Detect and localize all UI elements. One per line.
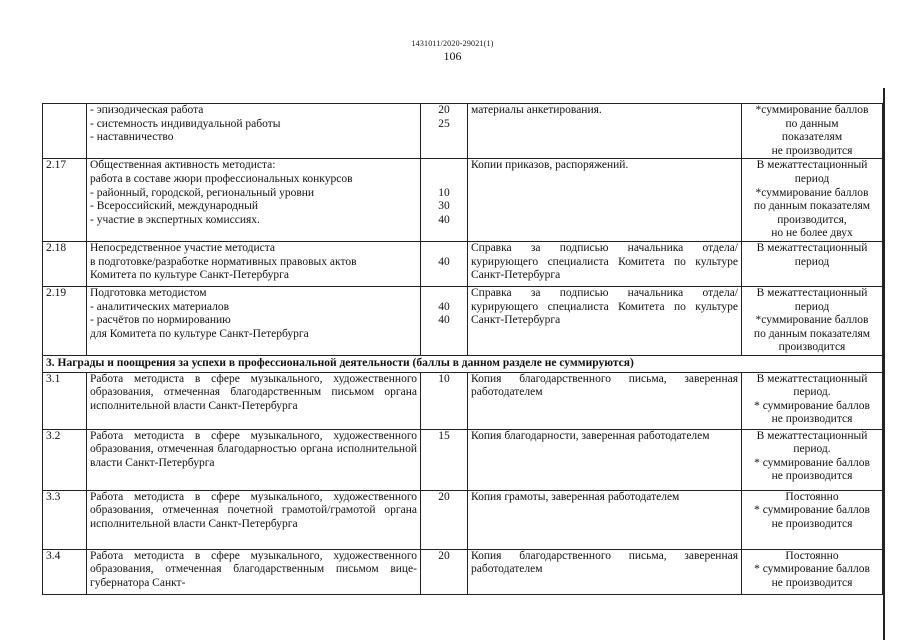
note-line: В межаттестационный bbox=[756, 372, 868, 385]
note-line: *суммирование баллов bbox=[755, 186, 869, 199]
note-line: *суммирование баллов bbox=[755, 314, 869, 327]
page-number: 106 bbox=[443, 49, 462, 63]
blank-line bbox=[424, 159, 464, 173]
table-row bbox=[43, 159, 883, 242]
blank-line bbox=[424, 242, 464, 256]
score-value: 40 bbox=[438, 213, 450, 226]
item-number: 2.17 bbox=[43, 159, 87, 242]
document-id: 1431011/2020-29021(1) bbox=[411, 39, 494, 48]
confirmation-document: Копия благодарности, заверенная работодателем bbox=[468, 429, 742, 490]
item-number: 3.2 bbox=[43, 429, 87, 490]
blank-line bbox=[424, 173, 464, 187]
description-line: - эпизодическая работа bbox=[90, 104, 204, 116]
description-line: - Всероссийский, международный bbox=[90, 200, 259, 213]
description-line: - системность индивидуальной работы bbox=[90, 117, 281, 130]
description-line: Подготовка методистом bbox=[90, 286, 207, 299]
note-line: период bbox=[794, 172, 830, 185]
note-line: не производится bbox=[771, 413, 853, 426]
summation-note bbox=[742, 104, 883, 159]
criterion-description: Работа методиста в сфере музыкального, художественного образования, отмеченная благодарностью органа исполнительной власти Санкт-Петербурга bbox=[87, 429, 421, 490]
score-value: 20 bbox=[438, 104, 450, 116]
note-line: * суммирование баллов bbox=[754, 504, 870, 517]
score-cell bbox=[421, 549, 468, 594]
table-row bbox=[43, 549, 883, 594]
score-value: 15 bbox=[438, 429, 450, 442]
score-value: 20 bbox=[438, 549, 450, 562]
description-line: - расчётов по нормированию bbox=[90, 314, 231, 327]
section-title: 3. Награды и поощрения за успехи в профессиональной деятельности (баллы в данном разделе не суммируются) bbox=[43, 355, 883, 372]
confirmation-document: Копия благодарственного письма, заверенная работодателем bbox=[468, 549, 742, 594]
description-line: - наставничество bbox=[90, 131, 174, 144]
note-line: В межаттестационный bbox=[756, 159, 868, 172]
score-value: 10 bbox=[438, 372, 450, 385]
scan-edge-line bbox=[883, 88, 885, 640]
score-value: 25 bbox=[438, 117, 450, 130]
table-row bbox=[43, 241, 883, 286]
criterion-description bbox=[87, 104, 421, 159]
confirmation-document: Копия грамоты, заверенная работодателем bbox=[468, 490, 742, 549]
item-number bbox=[43, 104, 87, 159]
criterion-description bbox=[87, 286, 421, 355]
criterion-description bbox=[87, 241, 421, 286]
table-row bbox=[43, 104, 883, 159]
note-line: *суммирование баллов bbox=[755, 104, 869, 116]
note-line: показателям bbox=[781, 131, 843, 144]
criterion-description: Работа методиста в сфере музыкального, художественного образования, отмеченная почетной грамотой/грамотой органа исполнительной власти Санкт-Петербурга bbox=[87, 490, 421, 549]
summation-note bbox=[742, 490, 883, 549]
note-line: В межаттестационный bbox=[756, 241, 868, 254]
score-value: 30 bbox=[438, 200, 450, 213]
note-line: период. bbox=[793, 443, 831, 456]
note-line: период bbox=[794, 255, 830, 268]
table-row bbox=[43, 490, 883, 549]
summation-note bbox=[742, 549, 883, 594]
score-cell bbox=[421, 490, 468, 549]
score-cell bbox=[421, 429, 468, 490]
summation-note bbox=[742, 241, 883, 286]
note-line: не производится bbox=[771, 470, 853, 483]
note-line: * суммирование баллов bbox=[754, 563, 870, 576]
note-line: В межаттестационный bbox=[756, 286, 868, 299]
score-cell bbox=[421, 286, 468, 355]
item-number: 2.19 bbox=[43, 286, 87, 355]
note-line: период bbox=[794, 300, 830, 313]
note-line: не производится bbox=[771, 517, 853, 530]
description-line: - аналитических материалов bbox=[90, 300, 230, 313]
score-value: 40 bbox=[438, 314, 450, 327]
description-line: - участие в экспертных комиссиях. bbox=[90, 213, 260, 226]
note-line: производится bbox=[778, 341, 846, 354]
note-line: по данным показателям bbox=[753, 200, 871, 213]
score-value: 40 bbox=[438, 255, 450, 268]
note-line: не производится bbox=[771, 576, 853, 589]
item-number: 3.3 bbox=[43, 490, 87, 549]
note-line: Постоянно bbox=[785, 490, 839, 503]
description-line: - районный, городской, региональный уровни bbox=[90, 186, 315, 199]
confirmation-document: материалы анкетирования. bbox=[468, 104, 742, 159]
score-value: 40 bbox=[438, 300, 450, 313]
summation-note bbox=[742, 286, 883, 355]
description-line: Общественная активность методиста: bbox=[90, 159, 276, 172]
item-number: 3.1 bbox=[43, 372, 87, 429]
note-line: В межаттестационный bbox=[756, 429, 868, 442]
description-line: в подготовке/разработке нормативных правовых актов bbox=[90, 255, 357, 268]
score-cell bbox=[421, 159, 468, 242]
description-line: Комитета по культуре Санкт-Петербурга bbox=[90, 269, 289, 282]
note-line: не производится bbox=[771, 144, 853, 157]
blank-line bbox=[424, 287, 464, 301]
note-line: * суммирование баллов bbox=[754, 456, 870, 469]
item-number: 2.18 bbox=[43, 241, 87, 286]
table-row bbox=[43, 286, 883, 355]
criteria-table bbox=[42, 103, 883, 595]
criterion-description: Работа методиста в сфере музыкального, художественного образования, отмеченная благодарственным письмом вице-губернатора Санкт- bbox=[87, 549, 421, 594]
description-line: Непосредственное участие методиста bbox=[90, 241, 275, 254]
note-line: период. bbox=[793, 386, 831, 399]
note-line: по данным показателям bbox=[753, 327, 871, 340]
section-header-row bbox=[43, 355, 883, 372]
score-cell bbox=[421, 104, 468, 159]
criterion-description bbox=[87, 159, 421, 242]
description-line: для Комитета по культуре Санкт-Петербурга bbox=[90, 327, 309, 340]
summation-note bbox=[742, 159, 883, 242]
criterion-description: Работа методиста в сфере музыкального, художественного образования, отмеченная благодарственным письмом органа исполнительной власти Санкт-Петербурга bbox=[87, 372, 421, 429]
description-line: работа в составе жюри профессиональных конкурсов bbox=[90, 172, 353, 185]
confirmation-document: Копия благодарственного письма, заверенная работодателем bbox=[468, 372, 742, 429]
score-cell bbox=[421, 241, 468, 286]
note-line: * суммирование баллов bbox=[754, 399, 870, 412]
confirmation-document: Копии приказов, распоряжений. bbox=[468, 159, 742, 242]
item-number: 3.4 bbox=[43, 549, 87, 594]
note-line: по данным bbox=[785, 117, 839, 130]
confirmation-document: Справка за подписью начальника отдела/курирующего специалиста Комитета по культуре Санкт-Петербурга bbox=[468, 241, 742, 286]
score-cell bbox=[421, 372, 468, 429]
note-line: но не более двух bbox=[771, 227, 853, 240]
score-value: 20 bbox=[438, 490, 450, 503]
table-row bbox=[43, 372, 883, 429]
note-line: Постоянно bbox=[785, 549, 839, 562]
summation-note bbox=[742, 372, 883, 429]
score-value: 10 bbox=[438, 186, 450, 199]
note-line: производится, bbox=[777, 213, 847, 226]
summation-note bbox=[742, 429, 883, 490]
confirmation-document: Справка за подписью начальника отдела/курирующего специалиста Комитета по культуре Санкт-Петербурга bbox=[468, 286, 742, 355]
table-row bbox=[43, 429, 883, 490]
